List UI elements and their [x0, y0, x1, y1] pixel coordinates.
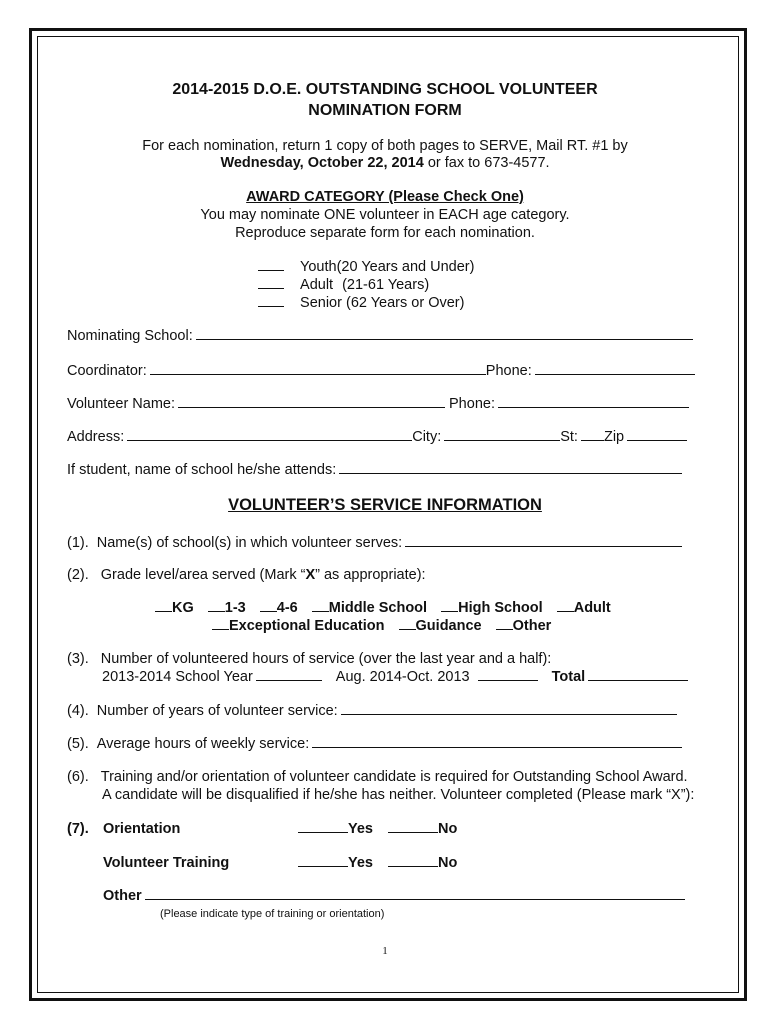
grade-option-other[interactable]: Other	[496, 618, 552, 634]
q1-line[interactable]	[405, 545, 682, 547]
checkbox-line[interactable]	[258, 269, 284, 271]
instructions-line1: For each nomination, return 1 copy of both pages to SERVE, Mail RT. #1 by	[142, 138, 628, 154]
checkbox-line[interactable]	[312, 610, 329, 612]
grade-option-4-6[interactable]: 4-6	[260, 600, 298, 616]
other-training-field[interactable]: Other	[103, 888, 685, 904]
checkbox-line[interactable]	[557, 610, 574, 612]
award-line1: You may nominate ONE volunteer in EACH age category.	[200, 207, 570, 223]
fax-text: or fax to 673-4577.	[423, 155, 550, 171]
award-option-senior[interactable]: Senior (62 Years or Over)	[258, 295, 464, 311]
coordinator-phone-line[interactable]	[535, 373, 695, 375]
q1-field[interactable]: (1). Name(s) of school(s) in which volunteer serves:	[67, 535, 682, 551]
city-line[interactable]	[444, 439, 560, 441]
student-school-line[interactable]	[339, 472, 682, 474]
award-option-youth[interactable]: Youth(20 Years and Under)	[258, 259, 474, 275]
checkbox-line[interactable]	[298, 831, 348, 833]
volunteer-phone-line[interactable]	[498, 406, 689, 408]
instructions-line2	[0, 155, 770, 171]
volunteer-training-label: Volunteer Training	[103, 855, 230, 871]
nominating-school-line[interactable]	[196, 338, 693, 340]
checkbox-line[interactable]	[441, 610, 458, 612]
checkbox-line[interactable]	[258, 287, 284, 289]
address-line[interactable]	[127, 439, 412, 441]
checkbox-line[interactable]	[388, 831, 438, 833]
service-section-heading: VOLUNTEER’S SERVICE INFORMATION	[228, 496, 542, 514]
q4-line[interactable]	[341, 713, 677, 715]
page-number: 1	[382, 945, 388, 957]
checkbox-line[interactable]	[298, 865, 348, 867]
volunteer-name-line[interactable]	[178, 406, 445, 408]
checkbox-line[interactable]	[208, 610, 225, 612]
orientation-yes[interactable]: Yes	[298, 821, 373, 837]
training-no[interactable]: No	[388, 855, 457, 871]
nominating-school-field[interactable]: Nominating School:	[67, 328, 693, 344]
grade-option-1-3[interactable]: 1-3	[208, 600, 246, 616]
grade-option-kg[interactable]: KG	[155, 600, 194, 616]
grade-option-high-school[interactable]: High School	[441, 600, 543, 616]
checkbox-line[interactable]	[496, 628, 513, 630]
other-training-line[interactable]	[145, 898, 685, 900]
award-option-adult[interactable]: Adult (21-61 Years)	[258, 277, 429, 293]
grade-option-exceptional-education[interactable]: Exceptional Education	[212, 618, 385, 634]
coordinator-field[interactable]: Coordinator: Phone:	[67, 363, 695, 379]
grade-option-guidance[interactable]: Guidance	[399, 618, 482, 634]
orientation-no[interactable]: No	[388, 821, 457, 837]
volunteer-name-field[interactable]: Volunteer Name: Phone:	[67, 396, 689, 412]
zip-line[interactable]	[627, 439, 687, 441]
checkbox-line[interactable]	[258, 305, 284, 307]
award-line2: Reproduce separate form for each nomination.	[235, 225, 535, 241]
checkbox-line[interactable]	[388, 865, 438, 867]
checkbox-line[interactable]	[260, 610, 277, 612]
q6-line2: A candidate will be disqualified if he/she has neither. Volunteer completed (Please mark “X”):	[102, 787, 695, 803]
checkbox-line[interactable]	[399, 628, 416, 630]
deadline: Wednesday, October 22, 2014	[220, 155, 424, 171]
coordinator-line[interactable]	[150, 373, 486, 375]
address-field[interactable]: Address: City: St: Zip	[67, 429, 687, 445]
period-hours-line[interactable]	[478, 679, 538, 681]
q3-hours-row: 2013-2014 School Year Aug. 2014-Oct. 2013 Total	[102, 669, 688, 685]
other-training-note: (Please indicate type of training or orientation)	[160, 908, 385, 920]
award-heading: AWARD CATEGORY (Please Check One)	[246, 189, 524, 205]
grade-option-adult[interactable]: Adult	[557, 600, 611, 616]
q2-question: (2). Grade level/area served (Mark “X” as appropriate):	[67, 567, 426, 583]
student-school-field[interactable]: If student, name of school he/she attends:	[67, 462, 682, 478]
grades-row1	[155, 600, 611, 616]
checkbox-line[interactable]	[212, 628, 229, 630]
state-line[interactable]	[581, 439, 604, 441]
checkbox-line[interactable]	[155, 610, 172, 612]
training-yes[interactable]: Yes	[298, 855, 373, 871]
total-hours-line[interactable]	[588, 679, 688, 681]
q4-field[interactable]: (4). Number of years of volunteer service:	[67, 703, 677, 719]
grades-row2	[212, 618, 551, 634]
q7-num: (7).	[67, 821, 89, 837]
q6-line1: (6). Training and/or orientation of volunteer candidate is required for Outstanding School Award.	[67, 769, 688, 785]
q3-question: (3). Number of volunteered hours of service (over the last year and a half):	[67, 651, 552, 667]
form-title-line1: 2014-2015 D.O.E. OUTSTANDING SCHOOL VOLUNTEER	[172, 81, 598, 98]
school-year-hours-line[interactable]	[256, 679, 322, 681]
orientation-label: Orientation	[103, 821, 181, 837]
q5-field[interactable]: (5). Average hours of weekly service:	[67, 736, 682, 752]
q5-line[interactable]	[312, 746, 682, 748]
form-title-line2: NOMINATION FORM	[308, 102, 462, 119]
grade-option-middle-school[interactable]: Middle School	[312, 600, 427, 616]
